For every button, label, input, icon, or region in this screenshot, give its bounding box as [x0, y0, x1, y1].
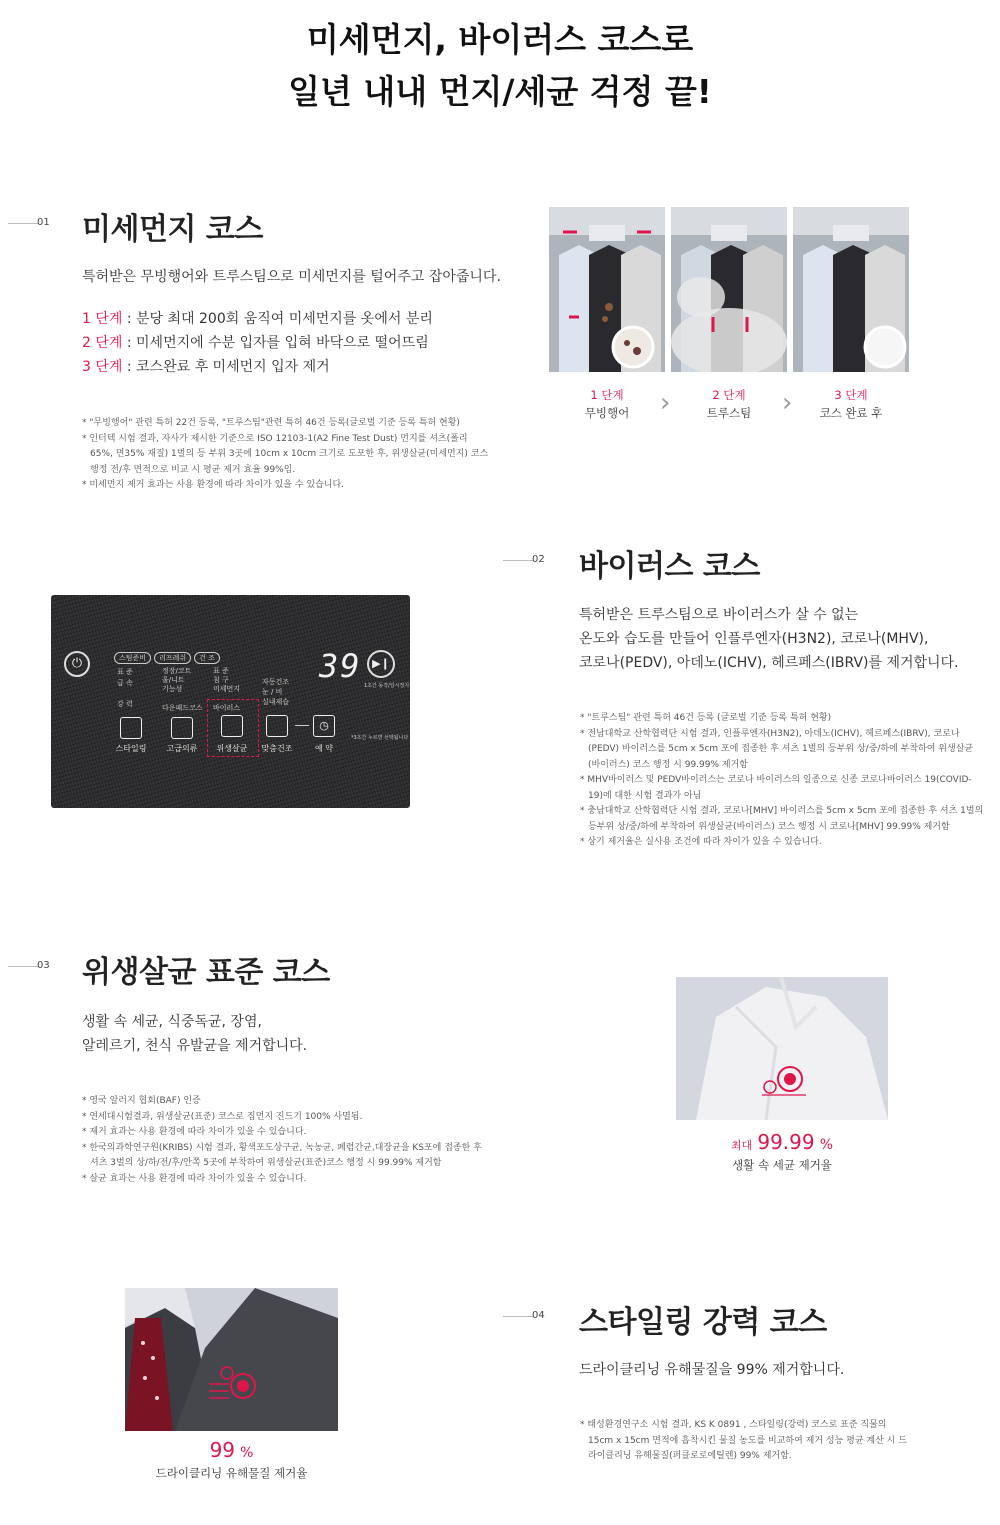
panel-label: 예 약 — [315, 744, 333, 753]
styler-photo-1 — [549, 207, 665, 372]
styler-image-after — [793, 207, 909, 372]
chevron-right-icon: › — [660, 388, 671, 418]
footnote: * 영국 알러지 협회(BAF) 인증 — [82, 1096, 201, 1106]
panel-col1: 표 준 급 속 강 력 — [117, 668, 133, 708]
stat-value: 99.99 — [757, 1130, 815, 1154]
footnotes — [578, 711, 984, 851]
section-divider — [8, 966, 38, 967]
footnote: * "트루스팀" 관련 특허 46건 등록 (글로벌 기준 등록 특허 현황) — [580, 713, 832, 723]
white-shirt-image — [676, 977, 888, 1120]
time-note: *3초간 누르면 선택됩니다 — [351, 735, 409, 741]
section-title: 바이러스 코스 — [579, 549, 760, 584]
footnote: * 미세먼지 제거 효과는 사용 환경에 따라 차이가 있을 수 있습니다. — [82, 480, 345, 490]
chevron-right-icon: › — [782, 388, 793, 418]
shirt-photo — [676, 977, 888, 1120]
suit-photo — [125, 1288, 338, 1431]
section-desc: 특허받은 트루스팀으로 바이러스가 살 수 없는 온도와 습도를 만들어 인플루엔자(H3N2), 코로나(MHV), 코로나(PEDV), 아데노(ICHV), 헤르페스(IBRV)를 제거합니다. — [579, 607, 959, 671]
play-note: 1초간 동작/일시정지 — [364, 683, 410, 689]
section-desc: 드라이클리닝 유해물질을 99% 제거합니다. — [579, 1362, 845, 1378]
footnote: * 제거 효과는 사용 환경에 따라 차이가 있을 수 있습니다. — [82, 1127, 307, 1137]
footnote: * 상기 제거율은 실사용 조건에 따라 차이가 있을 수 있습니다. — [580, 837, 822, 847]
panel-label: 고급의류 — [166, 744, 198, 753]
dry-icon — [266, 715, 288, 737]
section-title: 위생살균 표준 코스 — [82, 955, 330, 990]
footnote: * 전남대학교 산학협력단 시험 결과, 인플루엔자(H3N2), 아데노(ICHV), 헤르페스(IBRV), 코로나(PEDV) 바이러스를 5cm x 5cm 포에 접종한 후 셔츠 1벌의 등부위 상/중/하에 부착하여 위생살균(바이러스) 코스 행정 시 99.99% 제거함 — [580, 728, 974, 770]
step-item: 2 단계 : 미세먼지에 수분 입자를 입혀 바닥으로 떨어뜨림 — [82, 335, 429, 351]
footnotes — [578, 1418, 908, 1465]
image-caption: 2 단계 트루스팀 — [706, 388, 752, 420]
stat-block: 최대 99.99 % 생활 속 세균 제거율 — [676, 1130, 888, 1174]
connector-line — [295, 725, 309, 726]
power-icon: ⏻ — [64, 651, 90, 677]
footnote: * 살균 효과는 사용 환경에 따라 차이가 있을 수 있습니다. — [82, 1173, 307, 1184]
footnote: * "무빙행어" 관련 특허 22건 등록, "트루스팀"관련 특허 46건 등록(글로벌 기준 등록 특허 현황) — [82, 418, 460, 428]
footnotes — [80, 1094, 490, 1187]
styler-image-truesteam — [671, 207, 787, 372]
headline — [0, 14, 1000, 118]
shirt-icon — [171, 717, 193, 739]
section-number: 01 — [37, 217, 50, 228]
styler-photo-2 — [671, 207, 787, 372]
panel-display: 39 — [319, 647, 362, 685]
sanitize-icon — [221, 715, 243, 737]
control-panel-image — [51, 595, 410, 808]
panel-col3: 표 준 침 구 미세먼지 바이러스 — [213, 667, 241, 712]
section-title: 스타일링 강력 코스 — [579, 1305, 827, 1340]
panel-label: 맞춤건조 — [261, 744, 293, 753]
stat-block: 99 % 드라이클리닝 유해물질 제거율 — [125, 1438, 338, 1482]
suit-image — [125, 1288, 338, 1431]
clock-icon: ◷ — [313, 715, 335, 737]
footnote: * 연세대시험결과, 위생살균(표준) 코스로 집먼지 진드기 100% 사멸됨. — [82, 1111, 363, 1122]
step-list — [82, 307, 433, 379]
footnote: * 한국의과학연구원(KRIBS) 시험 결과, 황색포도상구균, 녹농균, 폐렴간균,대장균을 KS포에 접종한 후 셔츠 3벌의 상/하/전/후/안쪽 5곳에 부착하여 위생살균(표준)코스 행정 시 99.99% 제거함 — [82, 1142, 482, 1168]
footnote: * 충남대학교 산학협력단 시험 결과, 코로나[MHV] 바이러스를 5cm x 5cm 포에 접종한 후 셔츠 1벌의 등부위 상/중/하에 부착하여 위생살균(바이러스) 코스 행정 시 코로나[MHV] 99.99% 제거함 — [580, 806, 984, 832]
footnotes — [80, 416, 490, 494]
panel-chips: 스팀준비 리프레쉬 건 조 — [114, 652, 220, 664]
footnote: * 태성환경연구소 시험 결과, KS K 0891 , 스타일링(강력) 코스로 표준 직물의 15cm x 15cm 면적에 흡착시킨 물질 농도를 비교하여 제거 성능 평균 계산 시 드라이클리닝 유해물질(퍼클로로에틸렌) 99% 제거함. — [580, 1420, 907, 1461]
section-divider — [8, 223, 38, 224]
step-item: 3 단계 : 코스완료 후 미세먼지 입자 제거 — [82, 359, 330, 375]
play-pause-icon: ▶❙ — [367, 650, 395, 678]
section-divider — [503, 560, 533, 561]
section-desc: 생활 속 세균, 식중독균, 장염, 알레르기, 천식 유발균을 제거합니다. — [82, 1014, 308, 1054]
stat-caption: 생활 속 세균 제거율 — [732, 1158, 832, 1172]
stat-caption: 드라이클리닝 유해물질 제거율 — [155, 1466, 308, 1480]
image-caption: 3 단계 코스 완료 후 — [819, 388, 883, 420]
headline-line2: 일년 내내 먼지/세균 걱정 끝! — [288, 72, 712, 111]
styler-image-moving-hanger — [549, 207, 665, 372]
section-desc: 특허받은 무빙행어와 트루스팀으로 미세먼지를 털어주고 잡아줍니다. — [82, 269, 501, 285]
stat-value: 99 — [209, 1438, 236, 1462]
panel-label: 위생살균 — [216, 744, 248, 753]
panel-col4: 자동건조 눈 / 비 실내제습 — [262, 678, 290, 706]
section-number: 02 — [532, 554, 545, 565]
section-number: 03 — [37, 960, 50, 971]
footnote: * MHV바이러스 및 PEDV바이러스는 코로나 바이러스의 일종으로 신종 코로나바이러스 19(COVID-19)에 대한 시험 결과가 아님 — [580, 775, 972, 801]
headline-line1: 미세먼지, 바이러스 코스로 — [306, 20, 694, 59]
panel-col2: 정장/코트 울/니트 기능성 다운패드코스 — [162, 667, 203, 712]
step-item: 1 단계 : 분당 최대 200회 움직여 미세먼지를 옷에서 분리 — [82, 311, 433, 327]
panel-label: 스타일링 — [115, 744, 147, 753]
image-caption: 1 단계 무빙행어 — [584, 388, 630, 420]
section-title: 미세먼지 코스 — [82, 212, 263, 247]
section-divider — [503, 1316, 533, 1317]
section-number: 04 — [532, 1310, 545, 1321]
styler-photo-3 — [793, 207, 909, 372]
footnote: * 인터텍 시험 결과, 자사가 제시한 기준으로 ISO 12103-1(A2 Fine Test Dust) 먼지를 셔츠(폴리 65%, 면35% 재질) 1벌의 등 부위 3곳에 10cm x 10cm 크기로 도포한 후, 위생살균(미세먼지) 코스 행정 전/후 면적으로 비교 시 평균 제거 효율 99%임. — [82, 433, 489, 475]
styling-icon — [120, 717, 142, 739]
